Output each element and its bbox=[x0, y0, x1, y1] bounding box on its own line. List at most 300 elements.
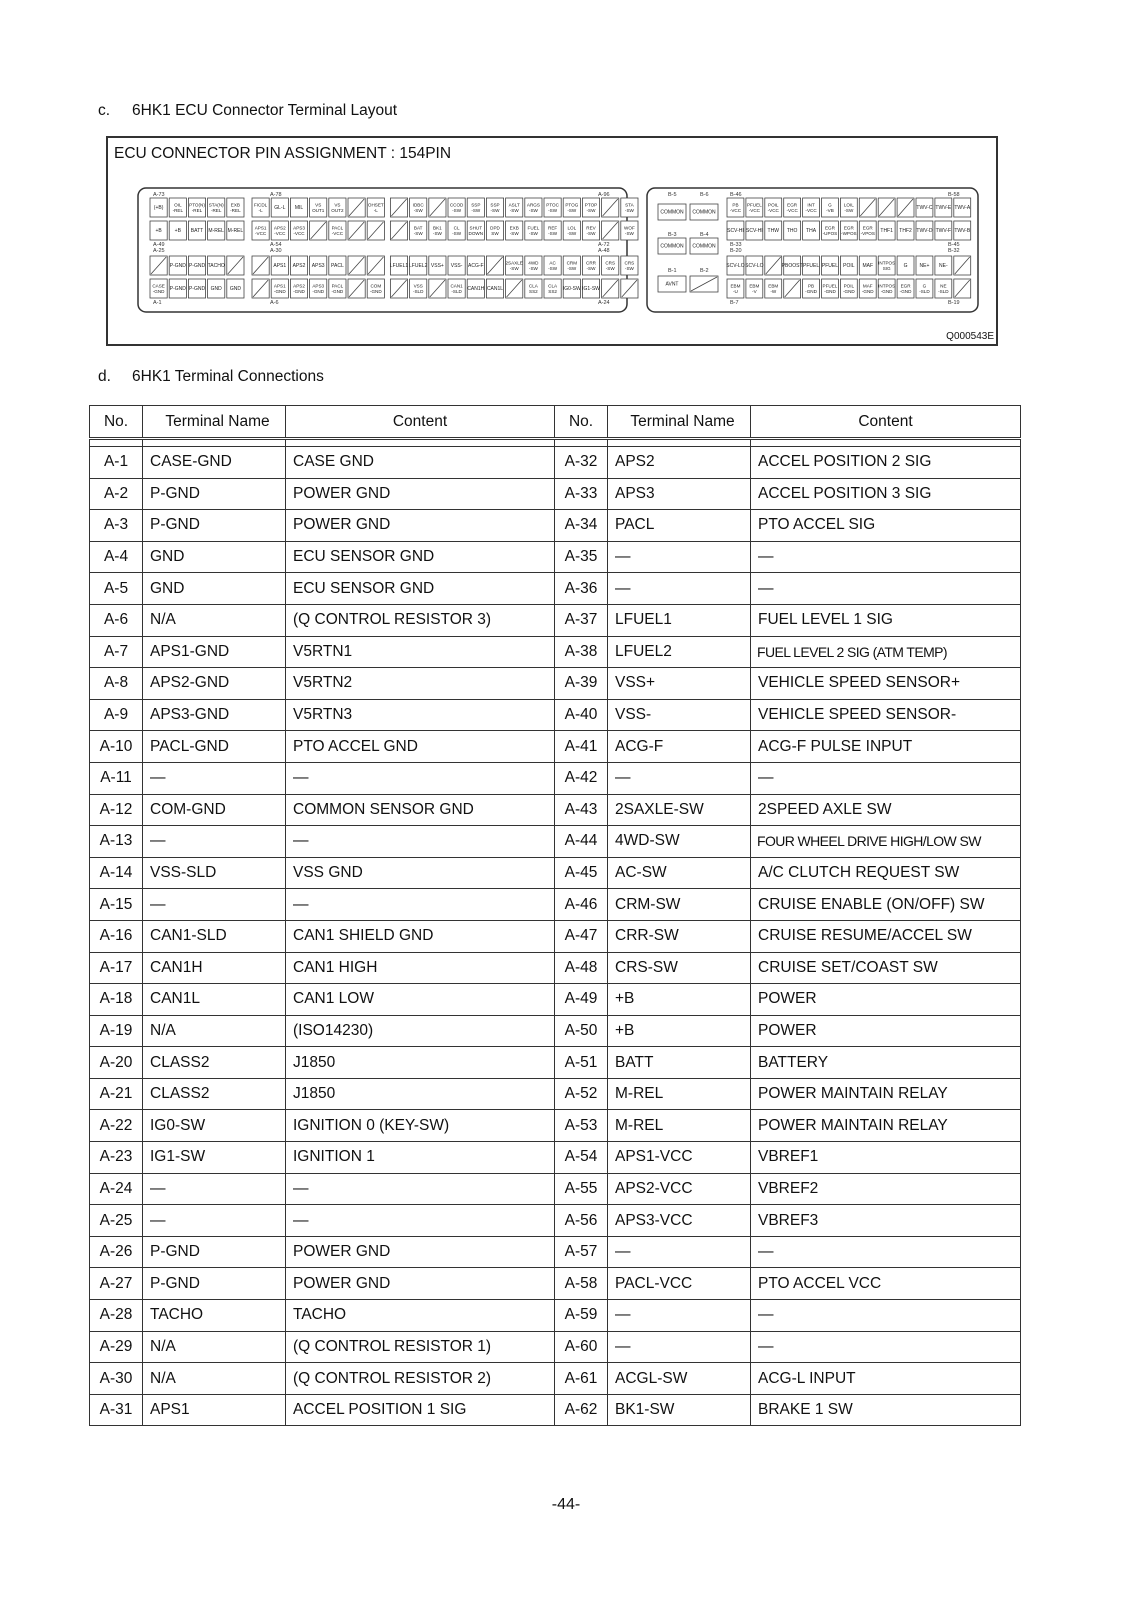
cell-no: A-27 bbox=[90, 1268, 143, 1300]
cell-terminal-name: APS1-VCC bbox=[608, 1142, 751, 1174]
pin-label: -SW bbox=[624, 266, 634, 271]
cell-no: A-18 bbox=[90, 984, 143, 1016]
pin-label: -GND bbox=[824, 289, 836, 294]
pin-label: PACL bbox=[331, 283, 344, 289]
pin-label: PB bbox=[732, 202, 739, 208]
corner-label: B-45 bbox=[948, 242, 960, 248]
cell-terminal-name: — bbox=[608, 573, 751, 605]
cell-content: POWER MAINTAIN RELAY bbox=[751, 1078, 1021, 1110]
table-row bbox=[90, 1363, 1021, 1395]
pin-label: EGR bbox=[843, 225, 854, 231]
pin-label: EGR bbox=[862, 225, 873, 231]
cell-terminal-name: APS1 bbox=[143, 1394, 286, 1426]
pin-label: VS bbox=[334, 202, 341, 208]
pin-label: CRR bbox=[586, 260, 596, 266]
cell-content: — bbox=[751, 541, 1021, 573]
cell-terminal-name: CRS-SW bbox=[608, 952, 751, 984]
cell-content: A/C CLUTCH REQUEST SW bbox=[751, 857, 1021, 889]
corner-label: A-6 bbox=[270, 300, 279, 306]
pin-label: -SW bbox=[413, 231, 423, 236]
pin-label: -GND bbox=[273, 289, 286, 294]
pin-label: GND bbox=[210, 286, 222, 293]
cell-terminal-name: — bbox=[608, 1300, 751, 1332]
pin-label: P-GND bbox=[169, 286, 186, 293]
cell-terminal-name: ACG-F bbox=[608, 731, 751, 763]
pin-label: FUEL bbox=[527, 225, 540, 231]
pin-label: POIL bbox=[843, 283, 855, 289]
pin-label: THF2 bbox=[899, 228, 912, 235]
cell-content: (ISO14230) bbox=[286, 1015, 555, 1047]
header-content: Content bbox=[286, 406, 555, 439]
cell-terminal-name: +B bbox=[608, 1015, 751, 1047]
cell-terminal-name: IG0-SW bbox=[143, 1110, 286, 1142]
cell-no: A-2 bbox=[90, 478, 143, 510]
cell-no: A-25 bbox=[90, 1205, 143, 1237]
corner-label: B-6 bbox=[700, 192, 709, 198]
pin-label: COMMON bbox=[692, 209, 716, 216]
cell-terminal-name: P-GND bbox=[143, 478, 286, 510]
cell-content: (Q CONTROL RESISTOR 2) bbox=[286, 1363, 555, 1395]
pin-label: DPD bbox=[490, 225, 500, 231]
pin-label: -SW bbox=[586, 208, 596, 213]
cell-terminal-name: +B bbox=[608, 984, 751, 1016]
cell-no: A-24 bbox=[90, 1173, 143, 1205]
cell-no: A-23 bbox=[90, 1142, 143, 1174]
pin-label: -REL bbox=[210, 208, 222, 213]
pin-label: EBM bbox=[730, 283, 741, 289]
table-row bbox=[90, 952, 1021, 984]
pin-label: PACL bbox=[331, 225, 344, 231]
pin-label: -SW bbox=[432, 231, 442, 236]
pin-label: VSS bbox=[413, 283, 423, 289]
pin-label: PFUEL bbox=[822, 283, 838, 289]
pin-label: -SW bbox=[471, 208, 481, 213]
cell-terminal-name: P-GND bbox=[143, 510, 286, 542]
pin-label: -SLD bbox=[451, 289, 462, 294]
cell-terminal-name: PACL-VCC bbox=[608, 1268, 751, 1300]
corner-label: A-1 bbox=[153, 300, 162, 306]
cell-content: POWER bbox=[751, 984, 1021, 1016]
pin-label: PTOP bbox=[584, 202, 598, 208]
pin-label: CRS bbox=[605, 260, 616, 266]
table-row bbox=[90, 1110, 1021, 1142]
cell-content: VSS GND bbox=[286, 857, 555, 889]
pin-label: APS1 bbox=[273, 283, 286, 289]
cell-no: A-35 bbox=[555, 541, 608, 573]
pin-label: PTOG bbox=[565, 202, 579, 208]
pin-label: -VCC bbox=[293, 231, 305, 236]
corner-label: B-4 bbox=[700, 232, 709, 238]
cell-content: PTO ACCEL VCC bbox=[751, 1268, 1021, 1300]
cell-content: ECU SENSOR GND bbox=[286, 573, 555, 605]
table-row bbox=[90, 1300, 1021, 1332]
pin-label: P-GND bbox=[169, 263, 186, 270]
pin-label: -SW bbox=[586, 266, 596, 271]
cell-terminal-name: 2SAXLE-SW bbox=[608, 794, 751, 826]
pin-label: -SW bbox=[844, 208, 854, 213]
pin-label: IG0-SW bbox=[562, 286, 581, 293]
cell-content: VEHICLE SPEED SENSOR- bbox=[751, 699, 1021, 731]
pin-label: POIL bbox=[843, 263, 855, 270]
pin-label: STA(N) bbox=[208, 202, 224, 208]
cell-content: — bbox=[751, 762, 1021, 794]
corner-label: B-20 bbox=[730, 248, 742, 254]
pin-label: BAT bbox=[413, 225, 423, 231]
table-row bbox=[90, 794, 1021, 826]
cell-no: A-11 bbox=[90, 762, 143, 794]
cell-content: POWER GND bbox=[286, 1236, 555, 1268]
table-row bbox=[90, 510, 1021, 542]
cell-terminal-name: CLASS2 bbox=[143, 1047, 286, 1079]
pin-label: COMMON bbox=[692, 243, 716, 250]
pin-label: EXB bbox=[230, 202, 241, 208]
table-row bbox=[90, 984, 1021, 1016]
terminal-connections-table bbox=[89, 405, 1021, 1426]
pin-label: EXB bbox=[509, 225, 519, 231]
pin-label: COMMON bbox=[660, 243, 684, 250]
pin-label: -SW bbox=[509, 208, 519, 213]
pin-label: -L bbox=[258, 208, 263, 213]
table-row bbox=[90, 1015, 1021, 1047]
pin-label: NE bbox=[940, 283, 947, 289]
pin-label: -SW bbox=[528, 266, 538, 271]
table-row bbox=[90, 541, 1021, 573]
pin-label: THO bbox=[786, 228, 798, 235]
spacer-cell bbox=[751, 439, 1021, 447]
cell-content: — bbox=[286, 1173, 555, 1205]
pin-label: CASE bbox=[152, 283, 165, 289]
pin-label: OHSET bbox=[367, 202, 384, 208]
cell-no: A-26 bbox=[90, 1236, 143, 1268]
cell-content: ACCEL POSITION 3 SIG bbox=[751, 478, 1021, 510]
pin-label: -UPOS bbox=[822, 231, 838, 236]
corner-label: A-24 bbox=[598, 300, 610, 306]
cell-content: ACG-F PULSE INPUT bbox=[751, 731, 1021, 763]
pin-label: APS1 bbox=[254, 225, 267, 231]
cell-content: 2SPEED AXLE SW bbox=[751, 794, 1021, 826]
cell-content: VBREF3 bbox=[751, 1205, 1021, 1237]
pin-label: THW bbox=[767, 228, 779, 235]
table-row bbox=[90, 826, 1021, 858]
pin-label: PFUEL bbox=[802, 263, 820, 270]
cell-content: CAN1 LOW bbox=[286, 984, 555, 1016]
cell-terminal-name: CRM-SW bbox=[608, 889, 751, 921]
cell-content: CRUISE SET/COAST SW bbox=[751, 952, 1021, 984]
table-row bbox=[90, 1173, 1021, 1205]
corner-label: A-49 bbox=[153, 242, 165, 248]
pin-label: SIG bbox=[882, 266, 891, 271]
cell-content: (Q CONTROL RESISTOR 3) bbox=[286, 604, 555, 636]
pin-label: -SW bbox=[528, 231, 538, 236]
cell-content: — bbox=[286, 1205, 555, 1237]
pin-label: THF1 bbox=[880, 228, 893, 235]
cell-terminal-name: CAN1-SLD bbox=[143, 920, 286, 952]
cell-terminal-name: 4WD-SW bbox=[608, 826, 751, 858]
pin-label: P-GND bbox=[188, 286, 206, 293]
pin-label: -SLD bbox=[919, 289, 930, 294]
pin-label: INTPOS bbox=[878, 283, 896, 289]
cell-no: A-22 bbox=[90, 1110, 143, 1142]
pin-label: OUT2 bbox=[331, 208, 344, 213]
cell-terminal-name: N/A bbox=[143, 1331, 286, 1363]
table-row bbox=[90, 668, 1021, 700]
cell-content: POWER GND bbox=[286, 478, 555, 510]
cell-no: A-9 bbox=[90, 699, 143, 731]
cell-no: A-10 bbox=[90, 731, 143, 763]
pin-label: AC bbox=[549, 260, 556, 266]
cell-content: CAN1 HIGH bbox=[286, 952, 555, 984]
table-row bbox=[90, 604, 1021, 636]
cell-content: FUEL LEVEL 1 SIG bbox=[751, 604, 1021, 636]
pin-label: PACL bbox=[331, 263, 344, 270]
figure-id: Q000543E bbox=[946, 331, 994, 342]
pin-label: CRS bbox=[624, 260, 635, 266]
cell-terminal-name: LFUEL2 bbox=[608, 636, 751, 668]
pin-label: -VCC bbox=[786, 208, 798, 213]
table-row bbox=[90, 1268, 1021, 1300]
table-row bbox=[90, 1236, 1021, 1268]
pin-label: CRM bbox=[566, 260, 578, 266]
pin-label: +B bbox=[155, 228, 162, 235]
cell-terminal-name: — bbox=[143, 889, 286, 921]
section-c-heading bbox=[98, 102, 397, 120]
corner-label: A-96 bbox=[598, 192, 610, 198]
pin-label: INTPOS bbox=[878, 260, 896, 266]
pin-label: TWV-B bbox=[954, 228, 971, 235]
table-header-row bbox=[90, 406, 1021, 439]
header-no: No. bbox=[90, 406, 143, 439]
pin-label: -VCC bbox=[805, 208, 817, 213]
table-row bbox=[90, 573, 1021, 605]
cell-content: BRAKE 1 SW bbox=[751, 1394, 1021, 1426]
cell-terminal-name: — bbox=[608, 1331, 751, 1363]
header-terminal-name: Terminal Name bbox=[608, 406, 751, 439]
cell-terminal-name: N/A bbox=[143, 604, 286, 636]
pin-label: -SW bbox=[413, 208, 423, 213]
table-row bbox=[90, 1142, 1021, 1174]
pin-label: SCV-HI bbox=[746, 228, 763, 235]
cell-no: A-46 bbox=[555, 889, 608, 921]
pin-label: -SW bbox=[567, 208, 577, 213]
corner-label: B-19 bbox=[948, 300, 960, 306]
cell-no: A-55 bbox=[555, 1173, 608, 1205]
table-row bbox=[90, 478, 1021, 510]
cell-terminal-name: GND bbox=[143, 541, 286, 573]
section-c-title: 6HK1 ECU Connector Terminal Layout bbox=[132, 102, 398, 119]
pin-label: G bbox=[828, 202, 832, 208]
table-row bbox=[90, 920, 1021, 952]
pin-label: ARGS bbox=[526, 202, 540, 208]
pin-label: -GND bbox=[312, 289, 325, 294]
corner-label: A-78 bbox=[270, 192, 282, 198]
pin-label: VSS+ bbox=[430, 263, 444, 270]
cell-no: A-51 bbox=[555, 1047, 608, 1079]
pin-label: -GND bbox=[861, 289, 874, 294]
pin-label: COMMON bbox=[660, 209, 684, 216]
section-d-heading bbox=[98, 368, 324, 386]
pin-label: CLA bbox=[548, 283, 558, 289]
cell-no: A-14 bbox=[90, 857, 143, 889]
spacer-cell bbox=[143, 439, 286, 447]
pin-label: LFUEL2 bbox=[409, 263, 428, 270]
pin-label: MAF bbox=[862, 283, 873, 289]
pin-label: PFUEL bbox=[821, 263, 839, 270]
pin-label: LOL bbox=[567, 225, 577, 231]
cell-terminal-name: M-REL bbox=[608, 1078, 751, 1110]
cell-no: A-12 bbox=[90, 794, 143, 826]
cell-no: A-41 bbox=[555, 731, 608, 763]
cell-no: A-28 bbox=[90, 1300, 143, 1332]
pin-label: -VCC bbox=[729, 208, 742, 213]
pin-label: -REL bbox=[172, 208, 184, 213]
pin-label: APS1 bbox=[273, 263, 287, 270]
pin-label: ASLT bbox=[508, 202, 520, 208]
cell-content: (Q CONTROL RESISTOR 1) bbox=[286, 1331, 555, 1363]
pin-label: -SLD bbox=[938, 289, 949, 294]
cell-content: ACG-L INPUT bbox=[751, 1363, 1021, 1395]
cell-terminal-name: VSS+ bbox=[608, 668, 751, 700]
pin-label: -SW bbox=[452, 231, 462, 236]
pin-label: APS3 bbox=[293, 225, 305, 231]
connector-diagram bbox=[106, 136, 998, 346]
pin-label: OUT1 bbox=[312, 208, 325, 213]
cell-no: A-54 bbox=[555, 1142, 608, 1174]
pin-label: -VCC bbox=[274, 231, 286, 236]
cell-terminal-name: VSS- bbox=[608, 699, 751, 731]
header-terminal-name: Terminal Name bbox=[143, 406, 286, 439]
pin-label: -SW bbox=[452, 208, 462, 213]
cell-no: A-56 bbox=[555, 1205, 608, 1237]
cell-terminal-name: P-GND bbox=[143, 1268, 286, 1300]
cell-no: A-15 bbox=[90, 889, 143, 921]
cell-content: TACHO bbox=[286, 1300, 555, 1332]
pin-label: LFUEL1 bbox=[389, 263, 409, 270]
pin-label: MIL bbox=[294, 205, 304, 212]
cell-terminal-name: TACHO bbox=[143, 1300, 286, 1332]
pin-label: INT bbox=[807, 202, 815, 208]
cell-terminal-name: APS2 bbox=[608, 447, 751, 479]
pin-label: LOIL bbox=[843, 202, 854, 208]
corner-label: B-2 bbox=[700, 268, 709, 274]
cell-content: V5RTN1 bbox=[286, 636, 555, 668]
corner-label: B-32 bbox=[948, 248, 960, 254]
cell-no: A-47 bbox=[555, 920, 608, 952]
pin-label: APS2 bbox=[293, 283, 305, 289]
header-content: Content bbox=[751, 406, 1021, 439]
corner-label: A-54 bbox=[270, 242, 282, 248]
pin-label: M-REL bbox=[208, 228, 224, 235]
table-body bbox=[90, 439, 1021, 1426]
cell-no: A-31 bbox=[90, 1394, 143, 1426]
cell-no: A-62 bbox=[555, 1394, 608, 1426]
connector-drawing bbox=[108, 138, 996, 344]
pin-label: VSS- bbox=[450, 263, 463, 270]
table-row bbox=[90, 1047, 1021, 1079]
table-row bbox=[90, 636, 1021, 668]
pin-label: +B bbox=[174, 228, 181, 235]
table-row bbox=[90, 762, 1021, 794]
pin-label: -VCC bbox=[748, 208, 760, 213]
cell-terminal-name: CRR-SW bbox=[608, 920, 751, 952]
corner-label: B-1 bbox=[668, 268, 677, 274]
cell-no: A-48 bbox=[555, 952, 608, 984]
pin-label: -L bbox=[373, 208, 378, 213]
cell-no: A-3 bbox=[90, 510, 143, 542]
pin-label: MAF bbox=[862, 263, 874, 270]
cell-no: A-45 bbox=[555, 857, 608, 889]
pin-label: -VCC bbox=[767, 208, 779, 213]
cell-content: COMMON SENSOR GND bbox=[286, 794, 555, 826]
pin-label: -SW bbox=[624, 208, 634, 213]
pin-label: -SW bbox=[567, 266, 577, 271]
pin-label: IG1-SW bbox=[582, 286, 600, 293]
cell-content: — bbox=[751, 1300, 1021, 1332]
pin-label: -GND bbox=[805, 289, 817, 294]
cell-terminal-name: N/A bbox=[143, 1015, 286, 1047]
cell-terminal-name: — bbox=[608, 541, 751, 573]
cell-content: BATTERY bbox=[751, 1047, 1021, 1079]
pin-label: SSP bbox=[490, 202, 500, 208]
corner-label: B-46 bbox=[730, 192, 742, 198]
corner-label: A-72 bbox=[598, 242, 610, 248]
pin-label: -U bbox=[733, 289, 738, 294]
pin-label: EGR bbox=[824, 225, 835, 231]
cell-terminal-name: AC-SW bbox=[608, 857, 751, 889]
cell-no: A-39 bbox=[555, 668, 608, 700]
pin-label: EGR bbox=[787, 202, 798, 208]
diagram-title: ECU CONNECTOR PIN ASSIGNMENT : 154PIN bbox=[114, 145, 452, 162]
spacer-cell bbox=[90, 439, 143, 447]
cell-no: A-32 bbox=[555, 447, 608, 479]
cell-content: — bbox=[751, 1236, 1021, 1268]
cell-terminal-name: GND bbox=[143, 573, 286, 605]
cell-content: J1850 bbox=[286, 1078, 555, 1110]
cell-content: IGNITION 0 (KEY-SW) bbox=[286, 1110, 555, 1142]
pin-label: 4WD bbox=[528, 260, 539, 266]
table-row bbox=[90, 1205, 1021, 1237]
cell-no: A-59 bbox=[555, 1300, 608, 1332]
table-row bbox=[90, 1331, 1021, 1363]
pin-label: STA bbox=[625, 202, 634, 208]
cell-no: A-43 bbox=[555, 794, 608, 826]
pin-label: -SLD bbox=[412, 289, 424, 294]
pin-label: P-GND bbox=[188, 263, 206, 270]
pin-label: FICDL bbox=[253, 202, 268, 208]
pin-label: -GND bbox=[293, 289, 305, 294]
cell-content: J1850 bbox=[286, 1047, 555, 1079]
pin-label: TWV-D bbox=[916, 228, 933, 235]
pin-label: -VCC bbox=[254, 231, 267, 236]
pin-label: AVNT bbox=[665, 281, 679, 288]
pin-label: WOF bbox=[624, 225, 635, 231]
pin-label: IDBC bbox=[412, 202, 424, 208]
pin-label: -SW bbox=[567, 231, 577, 236]
spacer-cell bbox=[286, 439, 555, 447]
cell-terminal-name: BATT bbox=[608, 1047, 751, 1079]
cell-content: FUEL LEVEL 2 SIG (ATM TEMP) bbox=[751, 636, 1021, 668]
cell-terminal-name: APS1-GND bbox=[143, 636, 286, 668]
pin-label: CAN1L bbox=[486, 286, 504, 293]
cell-terminal-name: CAN1L bbox=[143, 984, 286, 1016]
cell-no: A-19 bbox=[90, 1015, 143, 1047]
cell-terminal-name: PACL bbox=[608, 510, 751, 542]
pin-label: NE- bbox=[939, 263, 948, 270]
spacer-cell bbox=[555, 439, 608, 447]
pin-label: -SW bbox=[509, 231, 519, 236]
cell-no: A-8 bbox=[90, 668, 143, 700]
pin-label: (+B) bbox=[153, 205, 164, 212]
cell-content: — bbox=[286, 889, 555, 921]
